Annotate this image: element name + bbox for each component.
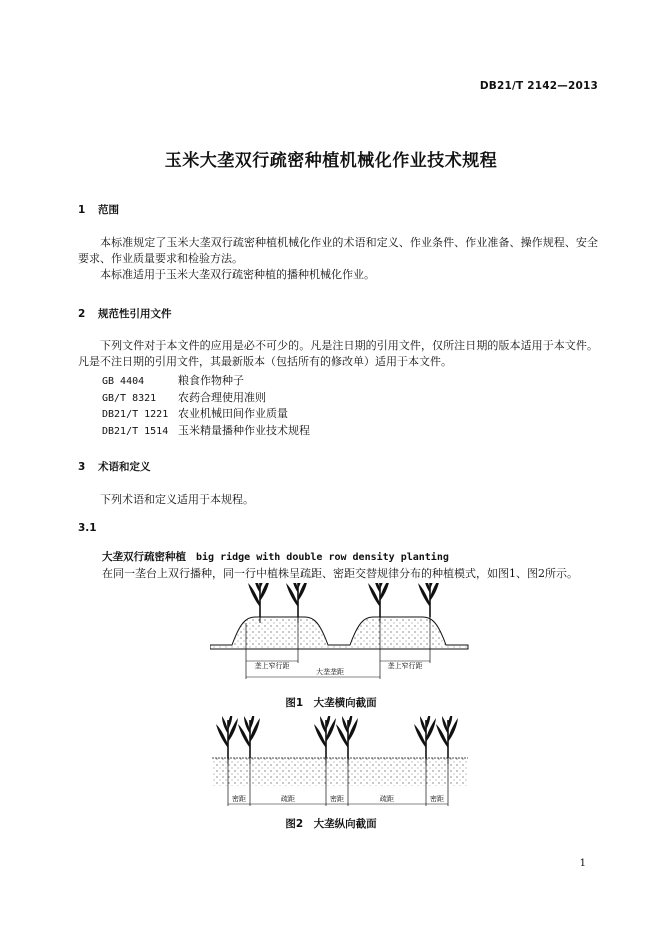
section-heading-1 [78,202,119,217]
reference-code: DB21/T 1514 [102,426,169,437]
plant-icon [216,716,238,764]
page-number: 1 [579,858,586,869]
reference-item [102,423,310,440]
section-number: 2 [78,308,86,320]
figure-1-caption: 图1 大垄横向截面 [285,697,377,709]
label-dense-spacing: 密距 [330,795,344,803]
section-2-paragraph-1: 下列文件对于本文件的应用是必不可少的。凡是注日期的引用文件，仅所注日期的版本适用于本文件。凡是不注日期的引用文件，其最新版本（包括所有的修改单）适用于本文件。 [78,339,598,368]
reference-item [102,406,288,423]
section-number: 3 [78,461,86,473]
label-dense-spacing: 密距 [430,795,444,803]
section-title: 术语和定义 [98,461,151,473]
section-title: 规范性引用文件 [98,308,172,320]
section-1-paragraph-2: 本标准适用于玉米大垄双行疏密种植的播种机械化作业。 [100,268,375,281]
clause-number: 3.1 [78,522,97,534]
reference-name: 玉米精量播种作业技术规程 [178,424,310,437]
label-right-narrow-row: 垄上窄行距 [387,662,423,670]
standard-number: DB21/T 2142—2013 [479,80,598,92]
label-left-narrow-row: 垄上窄行距 [254,662,290,670]
document-title: 玉米大垄双行疏密种植机械化作业技术规程 [164,151,498,171]
term-english: big ridge with double row density planting [196,552,449,563]
section-number: 1 [78,204,86,216]
label-big-ridge-spacing: 大垄垄距 [316,668,344,676]
section-3-paragraph-1: 下列术语和定义适用于本规程。 [100,493,254,506]
reference-code: DB21/T 1221 [102,409,169,420]
plant-icon [238,716,260,764]
figure-2-longitudinal-section [210,716,470,808]
plant-icon [336,716,358,764]
plant-icon [314,716,336,764]
figure-1-cross-section [210,583,470,683]
figure-2-caption: 图2 大垄纵向截面 [285,818,377,830]
section-1-paragraph-1: 本标准规定了玉米大垄双行疏密种植机械化作业的术语和定义、作业条件、作业准备、操作规程、安全要求、作业质量要求和检验方法。 [78,236,598,265]
plant-icon [436,716,458,764]
reference-code: GB 4404 [102,376,145,387]
label-sparse-spacing: 疏距 [380,795,394,803]
section-title: 范围 [98,204,119,216]
reference-name: 农药合理使用准则 [178,391,266,404]
section-heading-2 [78,306,172,321]
reference-item [102,373,244,390]
section-heading-3 [78,459,151,474]
term-definition: 在同一垄台上双行播种，同一行中植株呈疏距、密距交替规律分布的种植模式，如图1、图2所示。 [102,567,578,580]
plant-icon [414,716,436,764]
term-heading [102,549,449,564]
label-dense-spacing: 密距 [232,795,246,803]
label-sparse-spacing: 疏距 [281,795,295,803]
term-chinese: 大垄双行疏密种植 [102,551,186,563]
reference-item [102,390,266,407]
reference-code: GB/T 8321 [102,393,157,404]
reference-name: 粮食作物种子 [178,374,244,387]
reference-name: 农业机械田间作业质量 [178,407,288,420]
